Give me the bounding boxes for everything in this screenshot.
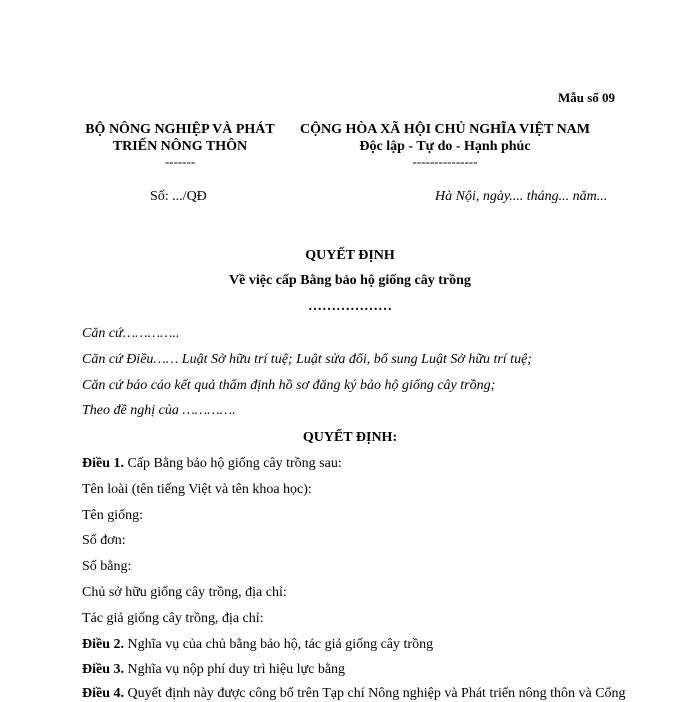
basis-line-1: Căn cứ………….. <box>82 326 180 341</box>
basis-line-4: Theo đề nghị của …………. <box>82 403 236 418</box>
article-3 <box>82 662 345 678</box>
issuer-divider: ------- <box>164 154 196 169</box>
article-2 <box>82 637 433 653</box>
issuer-line-2: TRIỂN NÔNG THÔN <box>112 139 248 154</box>
article-4-label: Điều 4. <box>82 686 124 701</box>
basis-line-3: Căn cứ báo cáo kết quả thẩm định hồ sơ đăng ký bảo hộ giống cây trồng; <box>82 378 496 393</box>
form-number: Mẫu số 09 <box>558 90 616 105</box>
subject-dots: ……………… <box>308 299 392 314</box>
article-2-label: Điều 2. <box>82 637 124 652</box>
nation-name: CỘNG HÒA XÃ HỘI CHỦ NGHĨA VIỆT NAM <box>299 122 590 137</box>
place-date: Hà Nội, ngày.... tháng... năm... <box>435 189 608 204</box>
article-1-text: Cấp Bằng bảo hộ giống cây trồng sau: <box>124 456 342 471</box>
decision-heading: QUYẾT ĐỊNH: <box>302 430 398 445</box>
article-4-text: Quyết định này được công bố trên Tạp chí Nông nghiệp và Phát triển nông thôn và Cổng <box>124 686 626 701</box>
field-author: Tác giả giống cây trồng, địa chỉ: <box>82 611 264 626</box>
nation-divider: --------------- <box>412 154 478 169</box>
basis-line-2: Căn cứ Điều…… Luật Sở hữu trí tuệ; Luật sửa đổi, bổ sung Luật Sở hữu trí tuệ; <box>82 352 532 367</box>
field-application-number: Số đơn: <box>82 533 126 548</box>
article-3-label: Điều 3. <box>82 662 124 677</box>
article-3-text: Nghĩa vụ nộp phí duy trì hiệu lực bằng <box>124 662 346 677</box>
field-variety-name: Tên giống: <box>82 508 144 523</box>
document-number: Số: .../QĐ <box>150 189 207 204</box>
field-owner: Chủ sở hữu giống cây trồng, địa chỉ: <box>82 585 287 600</box>
document-subject: Về việc cấp Bằng bảo hộ giống cây trồng <box>229 273 471 288</box>
document-title: QUYẾT ĐỊNH <box>305 248 395 263</box>
issuer-line-1: BỘ NÔNG NGHIỆP VÀ PHÁT <box>85 122 275 137</box>
article-1-label: Điều 1. <box>82 456 124 471</box>
article-2-text: Nghĩa vụ của chủ bằng bảo hộ, tác giả giống cây trồng <box>124 637 434 652</box>
field-species: Tên loài (tên tiếng Việt và tên khoa học): <box>82 482 312 497</box>
nation-motto: Độc lập - Tự do - Hạnh phúc <box>359 139 531 154</box>
article-1 <box>82 456 342 472</box>
field-certificate-number: Số bằng: <box>82 559 132 574</box>
